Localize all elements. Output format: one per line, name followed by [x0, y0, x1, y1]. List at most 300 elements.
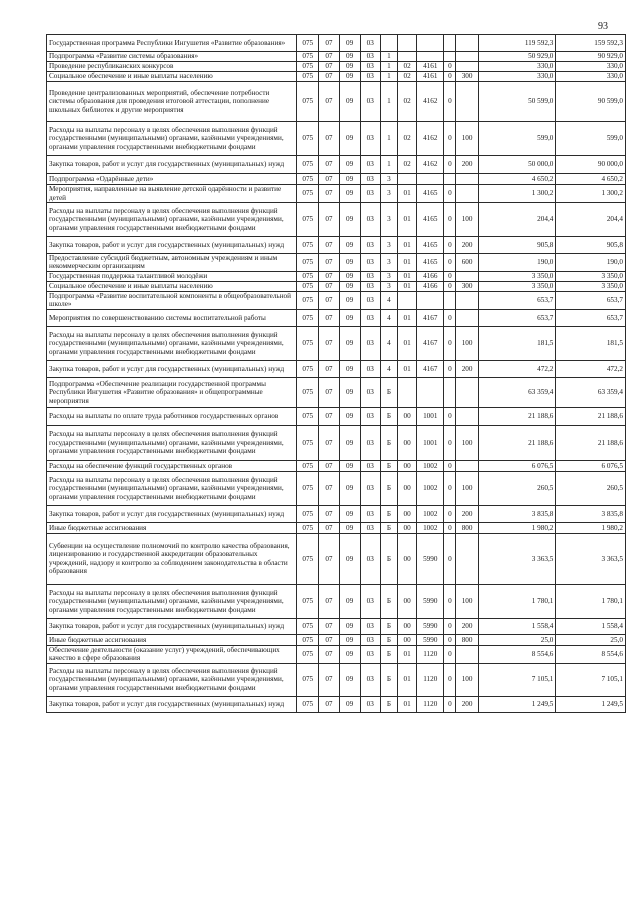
- expense-type-code: 200: [456, 156, 478, 174]
- event-code: 00: [398, 522, 417, 533]
- amount-first-year: 50 599,0: [478, 82, 556, 122]
- row-description: Иные бюджетные ассигнования: [47, 522, 297, 533]
- table-row: [47, 584, 626, 618]
- amount-first-year: 599,0: [478, 122, 556, 156]
- amount-first-year: 472,2: [478, 360, 556, 377]
- section-code: 07: [319, 156, 339, 174]
- ministry-code: 075: [297, 254, 319, 272]
- expense-type-code: [456, 52, 478, 62]
- program-code: 03: [360, 522, 380, 533]
- subsection-code: 09: [339, 185, 360, 203]
- ministry-code: 075: [297, 122, 319, 156]
- event-code: 02: [398, 156, 417, 174]
- program-code: 03: [360, 72, 380, 82]
- program-code: 03: [360, 471, 380, 505]
- sub-code: [444, 174, 456, 185]
- event-code: 02: [398, 62, 417, 72]
- amount-first-year: 905,8: [478, 237, 556, 254]
- expense-type-code: 800: [456, 522, 478, 533]
- amount-second-year: 1 980,2: [556, 522, 626, 533]
- program-code: 03: [360, 203, 380, 237]
- section-code: 07: [319, 696, 339, 712]
- program-code: 03: [360, 425, 380, 460]
- section-code: 07: [319, 663, 339, 696]
- row-description: Подпрограмма «Развитие воспитательной компоненты в общеобразовательной школе»: [47, 291, 297, 309]
- subsection-code: 09: [339, 122, 360, 156]
- ministry-code: 075: [297, 62, 319, 72]
- amount-first-year: 3 350,0: [478, 271, 556, 281]
- event-code: [398, 35, 417, 52]
- amount-second-year: 90 929,0: [556, 52, 626, 62]
- direction-code: 5990: [417, 634, 444, 645]
- section-code: 07: [319, 122, 339, 156]
- amount-second-year: 7 105,1: [556, 663, 626, 696]
- direction-code: 4165: [417, 254, 444, 272]
- section-code: 07: [319, 35, 339, 52]
- sub-code: 0: [444, 634, 456, 645]
- subprogram-code: Б: [380, 522, 397, 533]
- section-code: 07: [319, 425, 339, 460]
- section-code: 07: [319, 645, 339, 663]
- sub-code: 0: [444, 425, 456, 460]
- event-code: 01: [398, 185, 417, 203]
- event-code: 00: [398, 460, 417, 471]
- section-code: 07: [319, 377, 339, 407]
- sub-code: 0: [444, 360, 456, 377]
- event-code: 01: [398, 203, 417, 237]
- subprogram-code: 4: [380, 326, 397, 360]
- direction-code: 4166: [417, 271, 444, 281]
- expense-type-code: 300: [456, 72, 478, 82]
- program-code: 03: [360, 618, 380, 634]
- section-code: 07: [319, 72, 339, 82]
- sub-code: [444, 52, 456, 62]
- expense-type-code: [456, 271, 478, 281]
- subprogram-code: Б: [380, 533, 397, 584]
- program-code: 03: [360, 82, 380, 122]
- subsection-code: 09: [339, 35, 360, 52]
- ministry-code: 075: [297, 281, 319, 291]
- ministry-code: 075: [297, 663, 319, 696]
- expense-type-code: 100: [456, 203, 478, 237]
- row-description: Мероприятия по совершенствованию системы воспитательной работы: [47, 309, 297, 326]
- program-code: 03: [360, 407, 380, 425]
- ministry-code: 075: [297, 309, 319, 326]
- subprogram-code: Б: [380, 460, 397, 471]
- sub-code: [444, 377, 456, 407]
- ministry-code: 075: [297, 271, 319, 281]
- amount-second-year: 653,7: [556, 309, 626, 326]
- table-row: [47, 156, 626, 174]
- row-description: Предоставление субсидий бюджетным, автономным учреждениям и иным некоммерческим организациям: [47, 254, 297, 272]
- subprogram-code: Б: [380, 663, 397, 696]
- expense-type-code: 100: [456, 326, 478, 360]
- direction-code: 5990: [417, 618, 444, 634]
- subsection-code: 09: [339, 326, 360, 360]
- sub-code: 0: [444, 271, 456, 281]
- subprogram-code: 1: [380, 156, 397, 174]
- program-code: 03: [360, 645, 380, 663]
- ministry-code: 075: [297, 634, 319, 645]
- subsection-code: 09: [339, 156, 360, 174]
- amount-first-year: 204,4: [478, 203, 556, 237]
- table-row: [47, 174, 626, 185]
- sub-code: 0: [444, 696, 456, 712]
- program-code: 03: [360, 360, 380, 377]
- amount-second-year: 3 835,8: [556, 505, 626, 522]
- expense-type-code: [456, 185, 478, 203]
- page-number: 93: [598, 21, 608, 32]
- direction-code: 1002: [417, 505, 444, 522]
- subsection-code: 09: [339, 291, 360, 309]
- ministry-code: 075: [297, 326, 319, 360]
- section-code: 07: [319, 281, 339, 291]
- table-row: [47, 522, 626, 533]
- direction-code: 1002: [417, 471, 444, 505]
- direction-code: 1001: [417, 407, 444, 425]
- ministry-code: 075: [297, 174, 319, 185]
- ministry-code: 075: [297, 471, 319, 505]
- direction-code: 4167: [417, 309, 444, 326]
- amount-first-year: 1 980,2: [478, 522, 556, 533]
- amount-second-year: 3 350,0: [556, 281, 626, 291]
- sub-code: 0: [444, 584, 456, 618]
- row-description: Обеспечение деятельности (оказание услуг) учреждений, обеспечивающих качество в сфере образования: [47, 645, 297, 663]
- ministry-code: 075: [297, 72, 319, 82]
- expense-type-code: [456, 291, 478, 309]
- amount-second-year: 330,0: [556, 72, 626, 82]
- ministry-code: 075: [297, 522, 319, 533]
- amount-second-year: 8 554,6: [556, 645, 626, 663]
- expense-type-code: 600: [456, 254, 478, 272]
- row-description: Закупка товаров, работ и услуг для государственных (муниципальных) нужд: [47, 360, 297, 377]
- ministry-code: 075: [297, 203, 319, 237]
- program-code: 03: [360, 271, 380, 281]
- amount-second-year: 63 359,4: [556, 377, 626, 407]
- expense-type-code: [456, 377, 478, 407]
- expense-type-code: [456, 645, 478, 663]
- sub-code: 0: [444, 185, 456, 203]
- section-code: 07: [319, 326, 339, 360]
- row-description: Субвенции на осуществление полномочий по контролю качества образования, лицензированию и государственной аккредитации образовательных учреждений, надзору и контролю за соблюдением законодательства в области образования: [47, 533, 297, 584]
- event-code: 01: [398, 271, 417, 281]
- expense-type-code: [456, 82, 478, 122]
- amount-first-year: 6 076,5: [478, 460, 556, 471]
- subsection-code: 09: [339, 584, 360, 618]
- sub-code: 0: [444, 460, 456, 471]
- subprogram-code: Б: [380, 377, 397, 407]
- subprogram-code: 1: [380, 62, 397, 72]
- direction-code: 4161: [417, 62, 444, 72]
- row-description: Расходы на выплаты персоналу в целях обеспечения выполнения функций государственными (муниципальными) органами, казёнными учреждениями, органами управления государственными внебюджетными фондами: [47, 425, 297, 460]
- table-row: [47, 634, 626, 645]
- section-code: 07: [319, 618, 339, 634]
- amount-second-year: 90 000,0: [556, 156, 626, 174]
- program-code: 03: [360, 663, 380, 696]
- subsection-code: 09: [339, 237, 360, 254]
- ministry-code: 075: [297, 156, 319, 174]
- amount-first-year: 1 558,4: [478, 618, 556, 634]
- subprogram-code: 4: [380, 360, 397, 377]
- event-code: 01: [398, 281, 417, 291]
- program-code: 03: [360, 291, 380, 309]
- table-row: [47, 185, 626, 203]
- row-description: Социальное обеспечение и иные выплаты населению: [47, 72, 297, 82]
- expense-type-code: [456, 62, 478, 72]
- table-row: [47, 35, 626, 52]
- table-row: [47, 72, 626, 82]
- table-row: [47, 52, 626, 62]
- subprogram-code: 3: [380, 174, 397, 185]
- subprogram-code: 4: [380, 309, 397, 326]
- row-description: Подпрограмма «Одарённые дети»: [47, 174, 297, 185]
- amount-first-year: 119 592,3: [478, 35, 556, 52]
- event-code: 00: [398, 471, 417, 505]
- sub-code: 0: [444, 203, 456, 237]
- subprogram-code: [380, 35, 397, 52]
- direction-code: 1001: [417, 425, 444, 460]
- row-description: Расходы на выплаты по оплате труда работников государственных органов: [47, 407, 297, 425]
- amount-first-year: 653,7: [478, 309, 556, 326]
- expense-type-code: [456, 533, 478, 584]
- amount-second-year: 1 249,5: [556, 696, 626, 712]
- table-row: [47, 425, 626, 460]
- subsection-code: 09: [339, 82, 360, 122]
- section-code: 07: [319, 360, 339, 377]
- direction-code: 4167: [417, 326, 444, 360]
- section-code: 07: [319, 460, 339, 471]
- ministry-code: 075: [297, 645, 319, 663]
- amount-second-year: 653,7: [556, 291, 626, 309]
- table-row: [47, 460, 626, 471]
- event-code: 01: [398, 696, 417, 712]
- row-description: Расходы на обеспечение функций государственных органов: [47, 460, 297, 471]
- section-code: 07: [319, 62, 339, 72]
- section-code: 07: [319, 634, 339, 645]
- event-code: 00: [398, 584, 417, 618]
- event-code: 01: [398, 237, 417, 254]
- subsection-code: 09: [339, 377, 360, 407]
- subsection-code: 09: [339, 663, 360, 696]
- ministry-code: 075: [297, 425, 319, 460]
- table-row: [47, 309, 626, 326]
- program-code: 03: [360, 174, 380, 185]
- table-body: [47, 35, 626, 713]
- event-code: 01: [398, 663, 417, 696]
- event-code: 01: [398, 309, 417, 326]
- program-code: 03: [360, 52, 380, 62]
- table-row: [47, 82, 626, 122]
- row-description: Проведение республиканских конкурсов: [47, 62, 297, 72]
- sub-code: 0: [444, 62, 456, 72]
- section-code: 07: [319, 174, 339, 185]
- subprogram-code: 1: [380, 52, 397, 62]
- table-row: [47, 326, 626, 360]
- table-row: [47, 471, 626, 505]
- subsection-code: 09: [339, 62, 360, 72]
- event-code: [398, 52, 417, 62]
- budget-table: [46, 34, 626, 713]
- amount-first-year: 63 359,4: [478, 377, 556, 407]
- row-description: Государственная поддержка талантливой молодёжи: [47, 271, 297, 281]
- direction-code: 1120: [417, 645, 444, 663]
- direction-code: 4162: [417, 82, 444, 122]
- subprogram-code: Б: [380, 407, 397, 425]
- subprogram-code: 3: [380, 254, 397, 272]
- subsection-code: 09: [339, 174, 360, 185]
- section-code: 07: [319, 185, 339, 203]
- subprogram-code: Б: [380, 696, 397, 712]
- direction-code: 5990: [417, 584, 444, 618]
- table-row: [47, 203, 626, 237]
- amount-second-year: 1 558,4: [556, 618, 626, 634]
- subsection-code: 09: [339, 72, 360, 82]
- ministry-code: 075: [297, 407, 319, 425]
- row-description: Проведение централизованных мероприятий, обеспечение потребности системы образования для проведения итоговой аттестации, пополнение школьных библиотек и другие мероприятия: [47, 82, 297, 122]
- direction-code: 4162: [417, 122, 444, 156]
- row-description: Иные бюджетные ассигнования: [47, 634, 297, 645]
- event-code: 02: [398, 82, 417, 122]
- program-code: 03: [360, 122, 380, 156]
- amount-first-year: 3 350,0: [478, 281, 556, 291]
- table-row: [47, 291, 626, 309]
- amount-second-year: 181,5: [556, 326, 626, 360]
- ministry-code: 075: [297, 533, 319, 584]
- table-row: [47, 254, 626, 272]
- table-row: [47, 271, 626, 281]
- row-description: Закупка товаров, работ и услуг для государственных (муниципальных) нужд: [47, 156, 297, 174]
- event-code: 02: [398, 122, 417, 156]
- event-code: 01: [398, 645, 417, 663]
- direction-code: [417, 35, 444, 52]
- section-code: 07: [319, 82, 339, 122]
- direction-code: 4162: [417, 156, 444, 174]
- expense-type-code: [456, 174, 478, 185]
- program-code: 03: [360, 281, 380, 291]
- subsection-code: 09: [339, 533, 360, 584]
- direction-code: [417, 52, 444, 62]
- section-code: 07: [319, 291, 339, 309]
- expense-type-code: 100: [456, 471, 478, 505]
- amount-second-year: 905,8: [556, 237, 626, 254]
- subprogram-code: 4: [380, 291, 397, 309]
- subsection-code: 09: [339, 52, 360, 62]
- subprogram-code: Б: [380, 634, 397, 645]
- direction-code: 1120: [417, 696, 444, 712]
- subprogram-code: Б: [380, 505, 397, 522]
- table-row: [47, 62, 626, 72]
- event-code: 02: [398, 72, 417, 82]
- subsection-code: 09: [339, 281, 360, 291]
- program-code: 03: [360, 237, 380, 254]
- direction-code: 4165: [417, 185, 444, 203]
- amount-second-year: 1 780,1: [556, 584, 626, 618]
- direction-code: 4165: [417, 237, 444, 254]
- amount-first-year: 1 780,1: [478, 584, 556, 618]
- amount-second-year: 6 076,5: [556, 460, 626, 471]
- direction-code: 4166: [417, 281, 444, 291]
- subsection-code: 09: [339, 460, 360, 471]
- ministry-code: 075: [297, 618, 319, 634]
- amount-first-year: 50 929,0: [478, 52, 556, 62]
- subsection-code: 09: [339, 634, 360, 645]
- program-code: 03: [360, 696, 380, 712]
- sub-code: 0: [444, 122, 456, 156]
- row-description: Расходы на выплаты персоналу в целях обеспечения выполнения функций государственными (муниципальными) органами, казёнными учреждениями, органами управления государственными внебюджетными фондами: [47, 122, 297, 156]
- program-code: 03: [360, 35, 380, 52]
- ministry-code: 075: [297, 237, 319, 254]
- subprogram-code: 3: [380, 203, 397, 237]
- direction-code: 5990: [417, 533, 444, 584]
- amount-second-year: 190,0: [556, 254, 626, 272]
- amount-second-year: 330,0: [556, 62, 626, 72]
- subprogram-code: 3: [380, 281, 397, 291]
- section-code: 07: [319, 237, 339, 254]
- event-code: 00: [398, 634, 417, 645]
- program-code: 03: [360, 156, 380, 174]
- ministry-code: 075: [297, 52, 319, 62]
- subprogram-code: 1: [380, 122, 397, 156]
- direction-code: 1002: [417, 460, 444, 471]
- amount-first-year: 260,5: [478, 471, 556, 505]
- amount-first-year: 21 188,6: [478, 425, 556, 460]
- amount-first-year: 21 188,6: [478, 407, 556, 425]
- amount-second-year: 90 599,0: [556, 82, 626, 122]
- ministry-code: 075: [297, 460, 319, 471]
- sub-code: 0: [444, 254, 456, 272]
- sub-code: 0: [444, 72, 456, 82]
- sub-code: 0: [444, 309, 456, 326]
- program-code: 03: [360, 505, 380, 522]
- table-row: [47, 533, 626, 584]
- program-code: 03: [360, 62, 380, 72]
- row-description: Расходы на выплаты персоналу в целях обеспечения выполнения функций государственными (муниципальными) органами, казёнными учреждениями, органами управления государственными внебюджетными фондами: [47, 584, 297, 618]
- ministry-code: 075: [297, 360, 319, 377]
- amount-second-year: 204,4: [556, 203, 626, 237]
- subprogram-code: Б: [380, 425, 397, 460]
- program-code: 03: [360, 533, 380, 584]
- direction-code: 4167: [417, 360, 444, 377]
- amount-first-year: 190,0: [478, 254, 556, 272]
- row-description: Мероприятия, направленные на выявление детской одарённости и развитие детей: [47, 185, 297, 203]
- sub-code: 0: [444, 281, 456, 291]
- amount-first-year: 330,0: [478, 62, 556, 72]
- table-row: [47, 663, 626, 696]
- section-code: 07: [319, 471, 339, 505]
- ministry-code: 075: [297, 185, 319, 203]
- event-code: 00: [398, 407, 417, 425]
- direction-code: [417, 174, 444, 185]
- subsection-code: 09: [339, 309, 360, 326]
- row-description: Закупка товаров, работ и услуг для государственных (муниципальных) нужд: [47, 696, 297, 712]
- amount-first-year: 3 835,8: [478, 505, 556, 522]
- amount-second-year: 599,0: [556, 122, 626, 156]
- subprogram-code: Б: [380, 471, 397, 505]
- section-code: 07: [319, 533, 339, 584]
- sub-code: 0: [444, 82, 456, 122]
- subsection-code: 09: [339, 505, 360, 522]
- table-row: [47, 505, 626, 522]
- event-code: 01: [398, 326, 417, 360]
- direction-code: 1120: [417, 663, 444, 696]
- event-code: 00: [398, 505, 417, 522]
- subsection-code: 09: [339, 254, 360, 272]
- section-code: 07: [319, 522, 339, 533]
- section-code: 07: [319, 407, 339, 425]
- sub-code: 0: [444, 663, 456, 696]
- amount-first-year: 653,7: [478, 291, 556, 309]
- expense-type-code: 200: [456, 237, 478, 254]
